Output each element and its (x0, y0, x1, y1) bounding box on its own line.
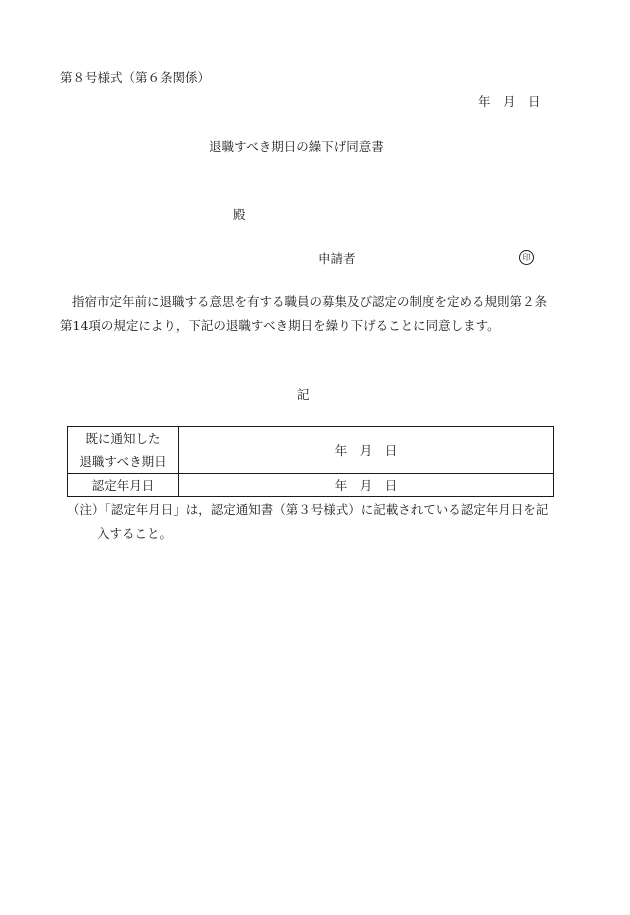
document-date: 年 月 日 (478, 94, 541, 109)
table-row (68, 427, 554, 474)
record-heading: 記 (297, 387, 310, 402)
approval-date-value: 年 月 日 (179, 474, 554, 497)
footnote: （注）「認定年月日」は，認定通知書（第３号様式）に記載されている認定年月日を記入すること。 (67, 502, 549, 541)
notified-retirement-date-label (68, 427, 179, 474)
seal-mark-icon: 印 (519, 250, 534, 265)
form-number: 第８号様式（第６条関係） (60, 70, 211, 85)
consent-body-text: 指宿市定年前に退職する意思を有する職員の募集及び認定の制度を定める規則第２条第14項の規定により，下記の退職すべき期日を繰り下げることに同意します。 (60, 294, 548, 333)
date-record-table (67, 426, 554, 497)
applicant-label: 申請者 (318, 251, 356, 266)
label-line: 退職すべき期日 (79, 454, 167, 469)
approval-date-label: 認定年月日 (68, 474, 179, 497)
label-line: 既に通知した (85, 431, 161, 446)
addressee-honorific: 殿 (233, 207, 246, 222)
table-row (68, 474, 554, 497)
notified-retirement-date-value: 年 月 日 (179, 427, 554, 474)
document-title: 退職すべき期日の繰下げ同意書 (209, 139, 384, 154)
